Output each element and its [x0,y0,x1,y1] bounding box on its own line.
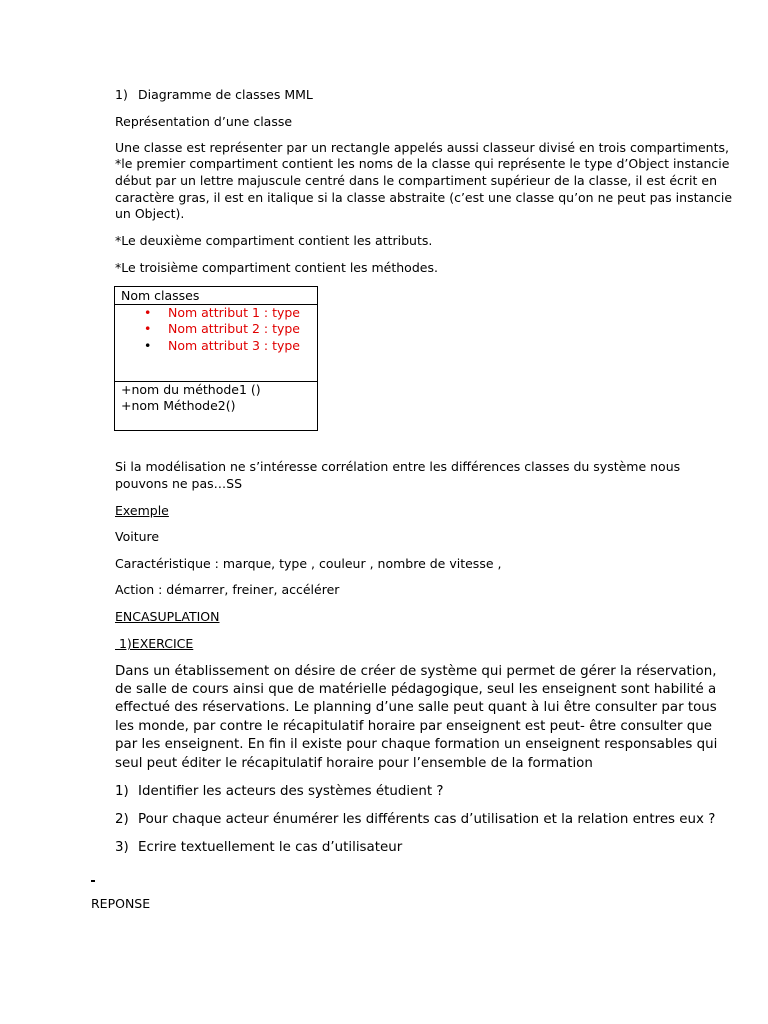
uml-attribute: Nom attribut 2 : type [168,321,300,336]
reponse-heading: REPONSE [91,896,151,911]
uml-method: +nom du méthode1 () [121,382,261,397]
uml-attributes-compartment [115,305,317,382]
paragraph-line: Dans un établissement on désire de créer de système qui permet de gérer la réservation, [115,664,717,679]
bullet-icon: • [144,338,152,353]
section-title: Diagramme de classes MML [138,87,313,102]
question-text: Ecrire textuellement le cas d’utilisateur [138,840,403,855]
uml-class-name: Nom classes [121,288,200,303]
paragraph-attributes: *Le deuxième compartiment contient les attributs. [115,233,433,248]
question-number: 3) [115,840,129,855]
question-text: Identifier les acteurs des systèmes étudient ? [138,784,444,799]
question-number: 1) [115,784,129,799]
paragraph-line: Une classe est représenter par un rectangle appelés aussi classeur divisé en trois compartiments, [115,140,729,155]
paragraph-line: Si la modélisation ne s’intéresse corrélation entre les différences classes du système nous [115,459,681,474]
representation-heading: Représentation d’une classe [115,114,293,129]
section-heading [115,87,313,103]
section-number: 1) [115,87,128,102]
question-text: Pour chaque acteur énumérer les différents cas d’utilisation et la relation entres eux ? [138,812,716,827]
paragraph-line: seul peut éditer le récapitulatif horaire pour l’ensemble de la formation [115,756,593,771]
paragraph-line: *le premier compartiment contient les noms de la classe qui représente le type d’Object instancie [115,156,730,171]
uml-method: +nom Méthode2() [121,398,236,413]
exemple-heading: Exemple [115,503,169,518]
exemple-action: Action : démarrer, freiner, accélérer [115,582,340,597]
exemple-caracteristique: Caractéristique : marque, type , couleur , nombre de vitesse , [115,556,502,571]
paragraph-line: de salle de cours ainsi que de matérielle pédagogique, seul les enseignent sont habilité a [115,682,717,697]
paragraph-line: un Object). [115,206,185,221]
bullet-icon: • [144,305,152,320]
paragraph-line: par les enseignent. En fin il existe pour chaque formation un enseignent responsables qui [115,737,718,752]
encapsulation-heading: ENCASUPLATION [115,609,220,624]
paragraph-methods: *Le troisième compartiment contient les méthodes. [115,260,438,275]
paragraph-line: effectué des réservations. Le planning d’une salle peut quant à lui être consulter par tous [115,700,717,715]
uml-methods-compartment [115,382,317,430]
uml-attribute-row [115,321,317,337]
question-item [115,811,715,830]
exercice-heading: 1)EXERCICE [115,636,194,651]
uml-attribute: Nom attribut 1 : type [168,305,300,320]
paragraph-line: début par un lettre majuscule centré dans le compartiment supérieur de la classe, il est écrit en [115,173,718,188]
question-item [115,783,443,802]
uml-name-compartment [115,287,317,305]
uml-attribute-row [115,305,317,321]
dash-mark [91,880,95,882]
uml-class-diagram [114,286,318,431]
uml-attribute-row [115,338,317,354]
paragraph-line: pouvons ne pas…SS [115,476,243,491]
paragraph-line: caractère gras, il est en italique si la classe abstraite (c’est une classe qu’on ne peut pas instancie [115,190,733,205]
bullet-icon: • [144,321,152,336]
question-number: 2) [115,812,129,827]
uml-attribute: Nom attribut 3 : type [168,338,300,353]
exemple-voiture: Voiture [115,529,160,544]
paragraph-line: les monde, par contre le récapitulatif horaire par enseignent est peut- être consulter que [115,719,713,734]
question-item [115,839,402,858]
